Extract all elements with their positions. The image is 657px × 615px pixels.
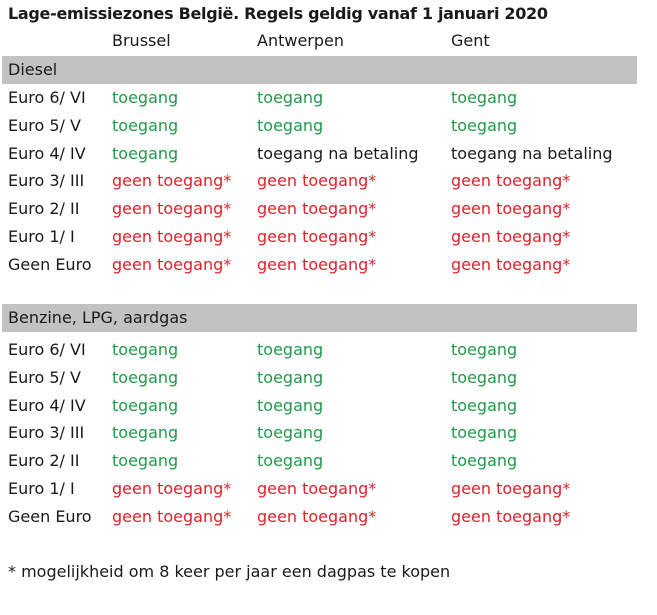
access-cell-gent: geen toegang* xyxy=(451,506,571,526)
access-cell-gent: toegang xyxy=(451,423,518,443)
section-header-benzine-lpg-aardgas xyxy=(2,304,637,332)
row-norm-label: Euro 4/ IV xyxy=(8,143,86,163)
access-cell-antwerpen: geen toegang* xyxy=(257,171,377,191)
access-cell-brussel: toegang xyxy=(112,115,179,135)
access-cell-antwerpen: toegang xyxy=(257,451,324,471)
access-cell-brussel: toegang xyxy=(112,88,179,107)
access-cell-gent: toegang xyxy=(451,451,518,471)
column-header-antwerpen: Antwerpen xyxy=(257,31,345,50)
access-cell-antwerpen: toegang xyxy=(257,88,324,107)
section-label: Benzine, LPG, aardgas xyxy=(8,308,188,327)
access-cell-brussel: geen toegang* xyxy=(112,199,232,219)
row-norm-label: Euro 6/ VI xyxy=(8,88,86,107)
section-label: Diesel xyxy=(8,60,58,79)
column-header-gent: Gent xyxy=(451,31,490,50)
access-cell-antwerpen: geen toegang* xyxy=(257,254,377,274)
access-cell-antwerpen: toegang na betaling xyxy=(257,143,419,163)
row-norm-label: Euro 2/ II xyxy=(8,451,80,471)
row-norm-label: Euro 5/ V xyxy=(8,115,81,135)
row-norm-label: Euro 1/ I xyxy=(8,479,75,498)
access-cell-brussel: geen toegang* xyxy=(112,171,232,191)
row-norm-label: Geen Euro xyxy=(8,506,92,526)
row-norm-label: Euro 4/ IV xyxy=(8,395,86,415)
access-cell-brussel: toegang xyxy=(112,367,179,387)
access-cell-brussel: geen toegang* xyxy=(112,227,232,246)
access-cell-brussel: geen toegang* xyxy=(112,254,232,274)
access-cell-brussel: toegang xyxy=(112,395,179,415)
access-cell-brussel: toegang xyxy=(112,143,179,163)
access-cell-brussel: geen toegang* xyxy=(112,506,232,526)
access-cell-brussel: toegang xyxy=(112,423,179,443)
access-cell-gent: toegang xyxy=(451,340,518,359)
row-norm-label: Geen Euro xyxy=(8,254,92,274)
access-cell-gent: toegang xyxy=(451,115,518,135)
column-header-brussel: Brussel xyxy=(112,31,171,50)
access-cell-gent: geen toegang* xyxy=(451,254,571,274)
footnote: * mogelijkheid om 8 keer per jaar een dagpas te kopen xyxy=(8,562,451,581)
access-cell-antwerpen: toegang xyxy=(257,395,324,415)
access-cell-antwerpen: geen toegang* xyxy=(257,479,377,498)
access-cell-brussel: toegang xyxy=(112,451,179,471)
access-cell-antwerpen: geen toegang* xyxy=(257,199,377,219)
access-cell-gent: toegang na betaling xyxy=(451,143,613,163)
access-cell-antwerpen: geen toegang* xyxy=(257,227,377,246)
section-header-diesel xyxy=(2,56,637,84)
access-cell-gent: geen toegang* xyxy=(451,479,571,498)
access-cell-gent: geen toegang* xyxy=(451,227,571,246)
access-cell-antwerpen: toegang xyxy=(257,115,324,135)
page-title: Lage-emissiezones België. Regels geldig vanaf 1 januari 2020 xyxy=(8,4,548,23)
access-cell-brussel: toegang xyxy=(112,340,179,359)
row-norm-label: Euro 3/ III xyxy=(8,171,85,191)
row-norm-label: Euro 5/ V xyxy=(8,367,81,387)
access-cell-antwerpen: geen toegang* xyxy=(257,506,377,526)
access-cell-gent: geen toegang* xyxy=(451,199,571,219)
row-norm-label: Euro 6/ VI xyxy=(8,340,86,359)
access-cell-antwerpen: toegang xyxy=(257,423,324,443)
access-cell-gent: toegang xyxy=(451,88,518,107)
access-cell-gent: toegang xyxy=(451,395,518,415)
row-norm-label: Euro 3/ III xyxy=(8,423,85,443)
access-cell-brussel: geen toegang* xyxy=(112,479,232,498)
row-norm-label: Euro 2/ II xyxy=(8,199,80,219)
access-cell-gent: toegang xyxy=(451,367,518,387)
row-norm-label: Euro 1/ I xyxy=(8,227,75,246)
access-cell-gent: geen toegang* xyxy=(451,171,571,191)
access-cell-antwerpen: toegang xyxy=(257,340,324,359)
access-cell-antwerpen: toegang xyxy=(257,367,324,387)
